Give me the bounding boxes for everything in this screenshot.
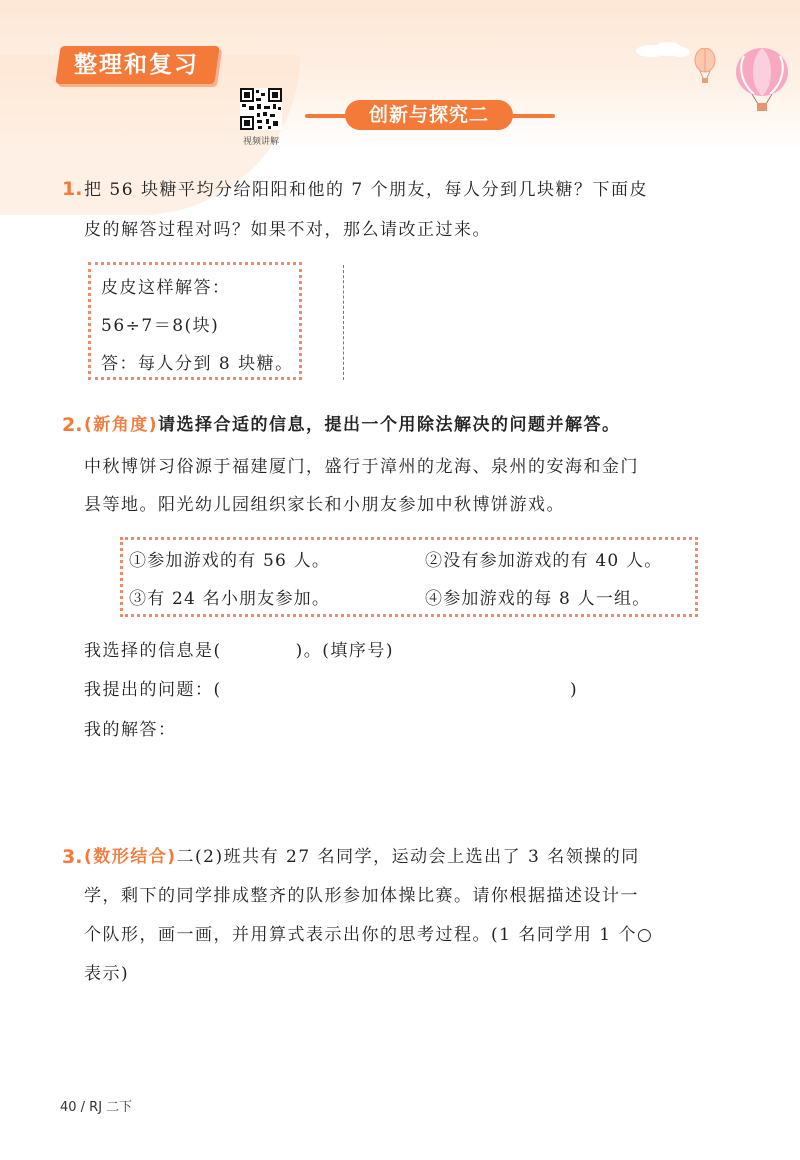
info-option-1: ①参加游戏的有 56 人。 [129, 551, 331, 571]
question-3-line-1 [84, 838, 640, 876]
solution-box-line: 答：每人分到 8 块糖。 [101, 354, 294, 374]
section-title-label: 创新与探究二 [345, 100, 513, 130]
section-title-right-rule [511, 114, 555, 118]
proposed-question-prompt[interactable]: 我提出的问题：( [84, 680, 222, 700]
section-title [305, 100, 555, 130]
page-banner-label: 整理和复习 [74, 52, 199, 78]
info-option-3: ③有 24 名小朋友参加。 [129, 589, 331, 609]
question-3-line-1-text: 二(2)班共有 27 名同学，运动会上选出了 3 名领操的同 [176, 847, 640, 867]
solution-box-line: 56÷7＝8(块) [101, 316, 220, 336]
page-footer: 40 / RJ 二下 [60, 1100, 133, 1115]
question-3-tag: (数形结合) [84, 847, 177, 867]
question-3-line-3: 个队形，画一画，并用算式表示出你的思考过程。(1 名同学用 1 个○ [84, 925, 654, 945]
question-2-instruction: 请选择合适的信息，提出一个用除法解决的问题并解答。 [158, 415, 621, 435]
page-banner [55, 46, 219, 84]
question-3-line-4: 表示) [84, 964, 130, 984]
pipi-solution-box [88, 262, 302, 380]
small-balloon-icon [694, 48, 716, 84]
question-1-number: 1. [62, 178, 83, 200]
question-2-paragraph-line-1: 中秋博饼习俗源于福建厦门，盛行于漳州的龙海、泉州的安海和金门 [84, 457, 639, 477]
question-2-tag: (新角度) [84, 415, 159, 435]
info-option-2: ②没有参加游戏的有 40 人。 [425, 551, 663, 571]
qr-code-image[interactable] [240, 88, 282, 130]
question-2-number: 2. [62, 414, 83, 436]
question-3-number: 3. [62, 846, 83, 868]
question-2-heading [84, 406, 621, 444]
question-1-line-1: 把 56 块糖平均分给阳阳和他的 7 个朋友，每人分到几块糖？下面皮 [84, 180, 649, 200]
section-title-left-rule [305, 114, 347, 118]
dashed-divider [343, 265, 344, 380]
question-3-line-2: 学，剩下的同学排成整齐的队形参加体操比赛。请你根据描述设计一 [84, 886, 639, 906]
solution-box-line: 皮皮这样解答： [101, 278, 231, 298]
cloud-icon [632, 40, 692, 58]
question-2-paragraph-line-2: 县等地。阳光幼儿园组织家长和小朋友参加中秋博饼游戏。 [84, 495, 565, 515]
selected-info-prompt[interactable]: 我选择的信息是( )。(填序号) [84, 641, 395, 661]
info-option-4: ④参加游戏的每 8 人一组。 [425, 589, 651, 609]
proposed-question-close-paren: ) [570, 680, 579, 700]
hot-air-balloon-icon [734, 48, 790, 112]
info-options-box [120, 537, 698, 617]
qr-code-label: 视频讲解 [242, 137, 279, 147]
question-1-line-2: 皮的解答过程对吗？如果不对，那么请改正过来。 [84, 220, 491, 240]
my-answer-prompt[interactable]: 我的解答： [84, 720, 177, 740]
